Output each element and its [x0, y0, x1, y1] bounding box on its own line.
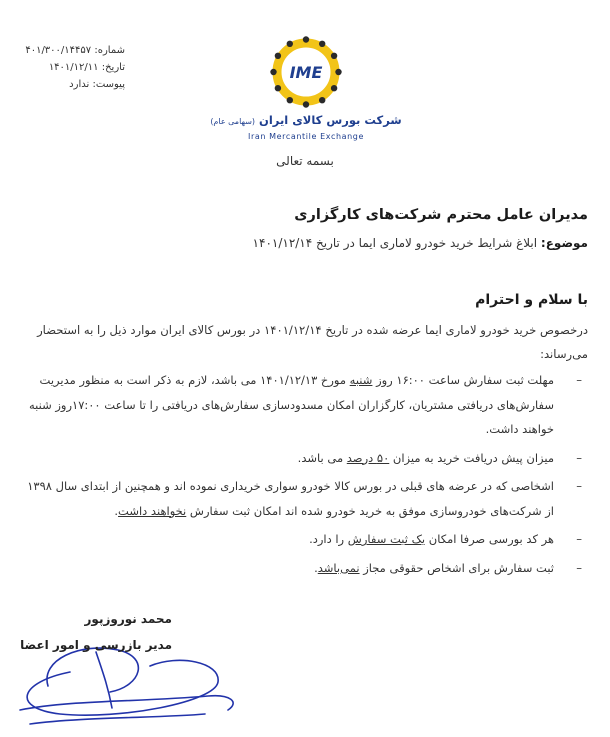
letter-meta — [10, 42, 125, 93]
ime-emblem-icon — [210, 38, 402, 146]
svg-text:Iran Mercantile Exchange: Iran Mercantile Exchange — [247, 132, 365, 141]
bismillah-heading: بسمه تعالی — [276, 154, 334, 168]
signatory-title: مدیر بازرسی و امور اعضا — [20, 638, 172, 652]
signatory-name: محمد نوروزپور — [84, 612, 172, 626]
subject-text: ابلاغ شرایط خرید خودرو لاماری ایما در تاریخ ۱۴۰۱/۱۲/۱۴ — [252, 236, 538, 250]
letter-date: تاریخ: ۱۴۰۱/۱۲/۱۱ — [48, 62, 125, 73]
handwritten-signature — [0, 590, 260, 730]
list-item: – مهلت ثبت سفارش ساعت ۱۶:۰۰ روز شنبه مورخ ۱۴۰۱/۱۲/۱۳ می باشد، لازم به ذکر است به منظور مدیریت سفارش‌های دریافتی مشتریان، کارگزاران امکان مسدودسازی سفارش‌های دریافتی را تا ساعت ۱۷:۰۰روز شنبه خواهند داشت. — [28, 373, 582, 436]
list-item: – میزان پیش دریافت خرید به میزان ۵۰ درصد می باشد. — [297, 450, 582, 465]
svg-text:شرکت بورس کالای ایران (سهامی ع: شرکت بورس کالای ایران (سهامی عام) — [210, 113, 402, 127]
recipient-line: مدیران عامل محترم شرکت‌های کارگزاری — [294, 207, 588, 223]
svg-text:IME: IME — [289, 63, 323, 82]
letter-number: شماره: ۴۰۱/۳۰۰/۱۴۴۵۷ — [25, 45, 125, 56]
subject-label: موضوع: — [540, 236, 588, 250]
list-item: – اشخاصی که در عرضه های قبلی در بورس کالا خودرو سواری خریداری نموده اند و همچنین از ابتدای سال ۱۳۹۸ از شرکت‌های خودروسازی موفق به خرید خودرو شده اند امکان ثبت سفارش نخواهند داشت. — [27, 479, 582, 518]
subject-line — [253, 236, 588, 250]
list-item: – هر کد بورسی صرفا امکان یک ثبت سفارش را دارد. — [309, 532, 582, 546]
greeting: با سلام و احترام — [475, 292, 588, 308]
conditions-list — [22, 368, 588, 584]
list-item: – ثبت سفارش برای اشخاص حقوقی مجاز نمی‌باشد. — [314, 560, 582, 575]
letter-attachment: پیوست: ندارد — [69, 79, 125, 90]
ime-logo — [210, 38, 402, 146]
intro-paragraph: درخصوص خرید خودرو لاماری ایما عرضه شده در تاریخ ۱۴۰۱/۱۲/۱۴ در بورس کالای ایران موارد ذیل را به استحضار می‌رساند: — [37, 323, 588, 361]
